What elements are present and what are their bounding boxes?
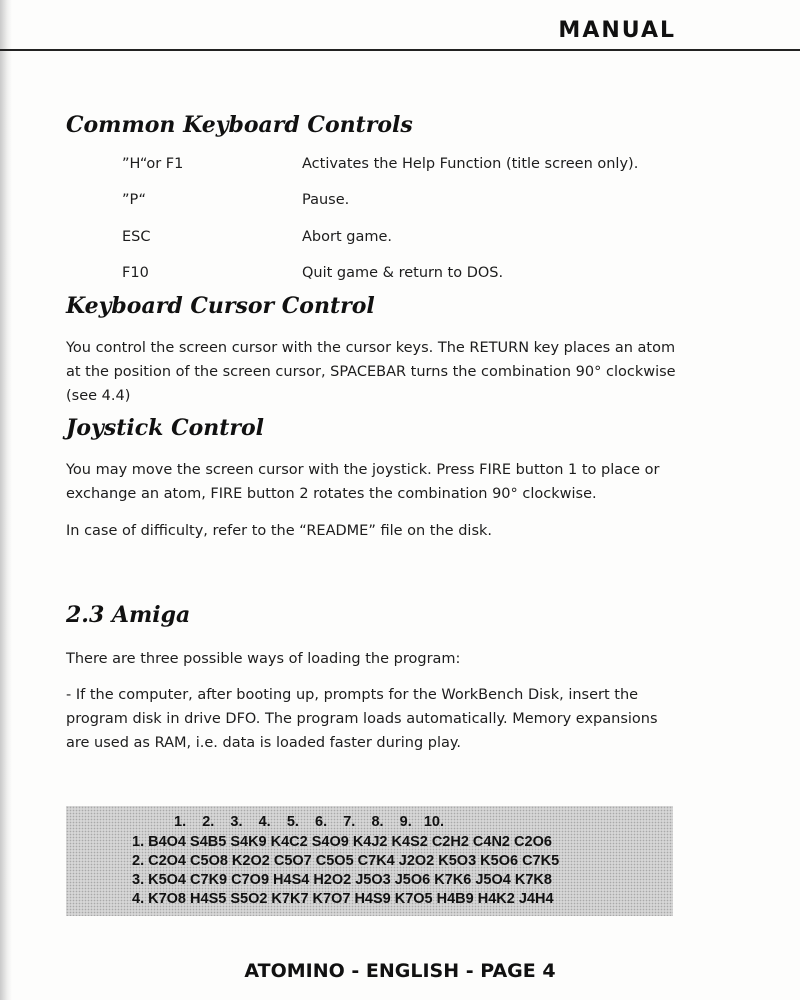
key-description: Activates the Help Function (title screen only). bbox=[302, 156, 639, 172]
code-table-column-header: 1. 2. 3. 4. 5. 6. 7. 8. 9. 10. bbox=[174, 814, 444, 830]
joystick-control-line-1: You may move the screen cursor with the joystick. Press FIRE button 1 to place or bbox=[66, 462, 660, 478]
key-description: Pause. bbox=[302, 192, 350, 208]
key-label: ESC bbox=[122, 229, 151, 245]
cursor-control-line-1: You control the screen cursor with the cursor keys. The RETURN key places an atom bbox=[66, 340, 676, 356]
key-description: Quit game & return to DOS. bbox=[302, 265, 504, 281]
cursor-control-line-3: (see 4.4) bbox=[66, 388, 131, 404]
key-label: ”P“ bbox=[122, 192, 147, 208]
joystick-control-heading: Joystick Control bbox=[66, 415, 265, 441]
code-table-row-1: 1. B4O4 S4B5 S4K9 K4C2 S4O9 K4J2 K4S2 C2H2 C4N2 C2O6 bbox=[132, 834, 552, 850]
keyboard-controls-heading: Common Keyboard Controls bbox=[66, 112, 413, 138]
amiga-line-1: - If the computer, after booting up, prompts for the WorkBench Disk, insert the bbox=[66, 687, 639, 703]
joystick-control-line-2: exchange an atom, FIRE button 2 rotates the combination 90° clockwise. bbox=[66, 486, 597, 502]
code-table-row-4: 4. K7O8 H4S5 S5O2 K7K7 K7O7 H4S9 K7O5 H4B9 H4K2 J4H4 bbox=[132, 891, 554, 907]
cursor-control-heading: Keyboard Cursor Control bbox=[66, 293, 375, 319]
manual-header-title: MANUAL bbox=[558, 18, 676, 43]
code-table-row-3: 3. K5O4 C7K9 C7O9 H4S4 H2O2 J5O3 J5O6 K7K6 J5O4 K7K8 bbox=[132, 872, 552, 888]
page-footer: ATOMINO - ENGLISH - PAGE 4 bbox=[244, 960, 556, 982]
cursor-control-line-2: at the position of the screen cursor, SPACEBAR turns the combination 90° clockwise bbox=[66, 364, 676, 380]
amiga-line-2: program disk in drive DFO. The program loads automatically. Memory expansions bbox=[66, 711, 658, 727]
amiga-line-3: are used as RAM, i.e. data is loaded faster during play. bbox=[66, 735, 462, 751]
key-description: Abort game. bbox=[302, 229, 392, 245]
key-label: F10 bbox=[122, 265, 149, 281]
difficulty-note: In case of difficulty, refer to the “README” file on the disk. bbox=[66, 523, 493, 539]
page-binding-shadow bbox=[0, 0, 12, 1000]
key-label: ”H“or F1 bbox=[122, 156, 184, 172]
code-table-row-2: 2. C2O4 C5O8 K2O2 C5O7 C5O5 C7K4 J2O2 K5O3 K5O6 C7K5 bbox=[132, 853, 560, 869]
amiga-intro: There are three possible ways of loading the program: bbox=[66, 651, 461, 667]
header-rule bbox=[0, 49, 800, 51]
amiga-heading: 2.3 Amiga bbox=[66, 602, 191, 628]
code-table bbox=[66, 806, 673, 916]
